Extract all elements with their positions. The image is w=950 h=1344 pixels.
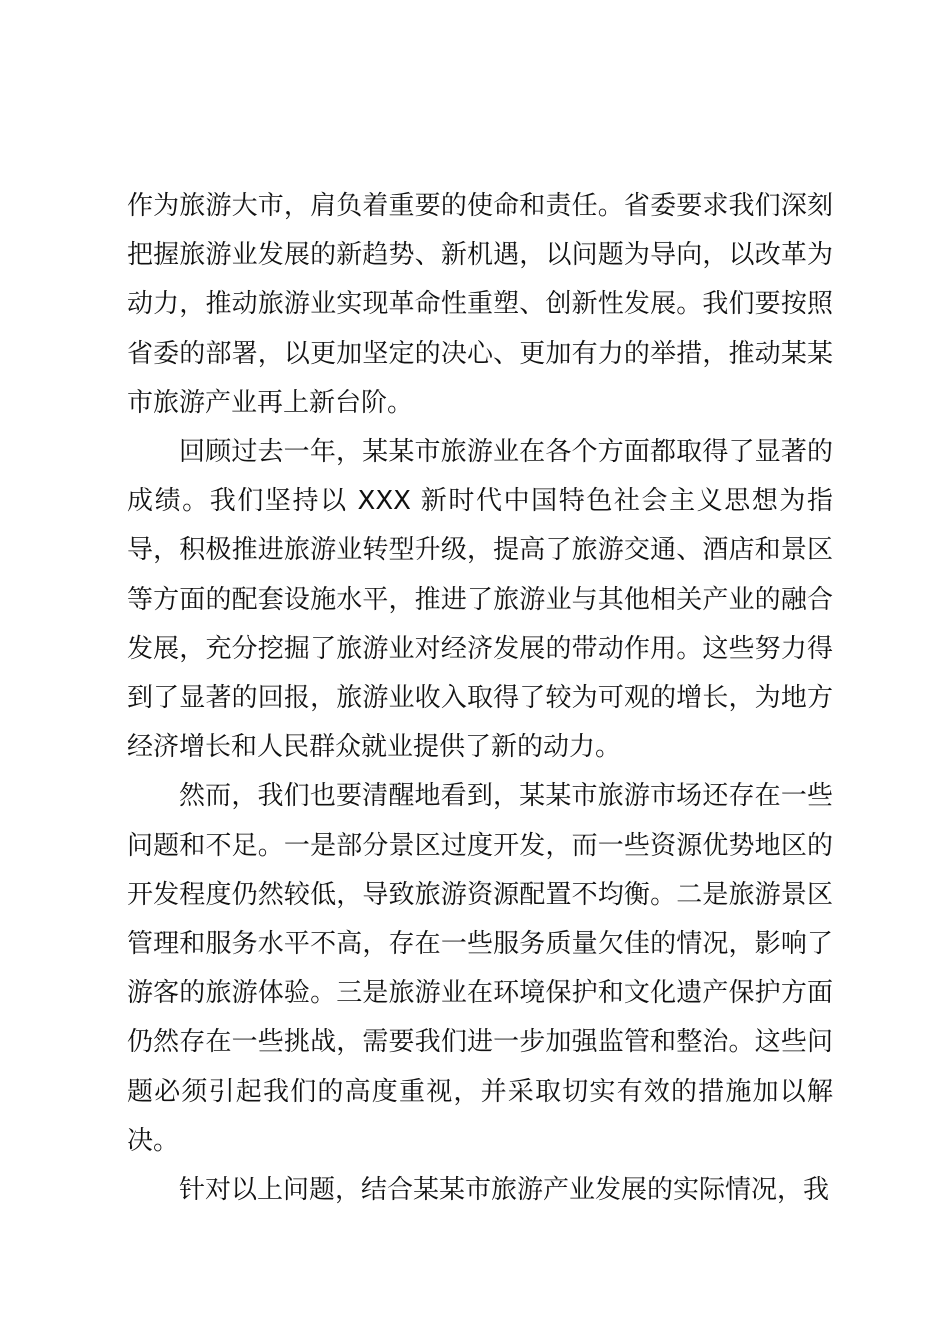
body-text xyxy=(127,182,833,1215)
paragraph: 作为旅游大市，肩负着重要的使命和责任。省委要求我们深刻把握旅游业发展的新趋势、新机遇，以问题为导向，以改革为动力，推动旅游业实现革命性重塑、创新性发展。我们要按照省委的部署，以更加坚定的决心、更加有力的举措，推动某某市旅游产业再上新台阶。 xyxy=(127,191,833,418)
paragraph: 回顾过去一年，某某市旅游业在各个方面都取得了显著的成绩。我们坚持以 XXX 新时代中国特色社会主义思想为指导，积极推进旅游业转型升级，提高了旅游交通、酒店和景区等方面的配套设施水平，推进了旅游业与其他相关产业的融合发展，充分挖掘了旅游业对经济发展的带动作用。这些努力得到了显著的回报，旅游业收入取得了较为可观的增长，为地方经济增长和人民群众就业提供了新的动力。 xyxy=(127,437,833,763)
paragraph: 针对以上问题，结合某某市旅游产业发展的实际情况，我 xyxy=(179,1175,830,1206)
paragraph: 然而，我们也要清醒地看到，某某市旅游市场还存在一些问题和不足。一是部分景区过度开发，而一些资源优势地区的开发程度仍然较低，导致旅游资源配置不均衡。二是旅游景区管理和服务水平不高，存在一些服务质量欠佳的情况，影响了游客的旅游体验。三是旅游业在环境保护和文化遗产保护方面仍然存在一些挑战，需要我们进一步加强监管和整治。这些问题必须引起我们的高度重视，并采取切实有效的措施加以解决。 xyxy=(127,781,833,1156)
